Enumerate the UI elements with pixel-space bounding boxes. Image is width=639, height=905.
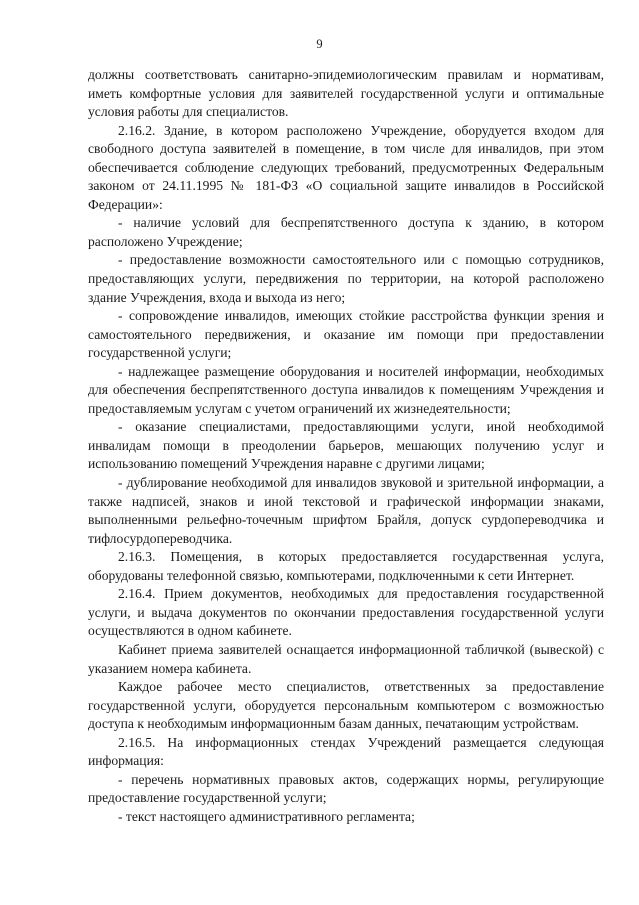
document-body (88, 66, 604, 826)
list-item-assistance: - оказание специалистами, предоставляющими услуги, иной необходимой инвалидам помощи в преодолении барьеров, мешающих получению услуг и использованию помещений Учреждения наравне с другими лицами; (88, 419, 604, 472)
list-item-escort: - сопровождение инвалидов, имеющих стойкие расстройства функции зрения и самостоятельного передвижения, и оказание им помощи при предоставлении государственной услуги; (88, 308, 604, 361)
paragraph-continuation: должны соответствовать санитарно-эпидемиологическим правилам и нормативам, иметь комфортные условия для заявителей государственной услуги и оптимальные условия работы для специалистов. (88, 67, 604, 120)
list-item-braille: - дублирование необходимой для инвалидов звуковой и зрительной информации, а также надписей, знаков и иной текстовой и графической информации знаками, выполненными рельефно-точечным шрифтом Брайля, допуск сурдопереводчика и тифлосурдопереводчика. (88, 475, 604, 546)
paragraph-2-16-3: 2.16.3. Помещения, в которых предоставляется государственная услуга, оборудованы телефонной связью, компьютерами, подключенными к сети Интернет. (88, 549, 604, 583)
list-item-access-conditions: - наличие условий для беспрепятственного доступа к зданию, в котором расположено Учреждение; (88, 215, 604, 249)
list-item-equipment-placement: - надлежащее размещение оборудования и носителей информации, необходимых для обеспечения беспрепятственного доступа инвалидов к помещениям Учреждения и предоставляемым услугам с учетом ограничений их жизнедеятельности; (88, 363, 604, 416)
page-number: 9 (316, 37, 323, 51)
list-item-movement: - предоставление возможности самостоятельного или с помощью сотрудников, предоставляющих услуги, передвижения по территории, на которой расположено здание Учреждения, входа и выхода из него; (88, 252, 604, 305)
paragraph-workplace: Каждое рабочее место специалистов, ответственных за предоставление государственной услуги, оборудуется персональным компьютером с возможностью доступа к необходимым информационным базам данных, печатающим устройствам. (88, 679, 604, 732)
paragraph-2-16-5: 2.16.5. На информационных стендах Учреждений размещается следующая информация: (88, 734, 604, 769)
list-item-legal-acts: - перечень нормативных правовых актов, содержащих нормы, регулирующие предоставление государственной услуги; (88, 771, 604, 806)
list-item-regulation-text: - текст настоящего административного регламента; (118, 808, 415, 824)
paragraph-cabinet-sign: Кабинет приема заявителей оснащается информационной табличкой (вывеской) с указанием номера кабинета. (88, 641, 604, 676)
paragraph-2-16-4: 2.16.4. Прием документов, необходимых для предоставления государственной услуги, и выдача документов по окончании предоставления государственной услуги осуществляются в одном кабинете. (88, 586, 604, 639)
paragraph-2-16-2: 2.16.2. Здание, в котором расположено Учреждение, оборудуется входом для свободного доступа заявителей в помещение, в том числе для инвалидов, при этом обеспечивается соблюдение следующих требований, предусмотренных Федеральным законом от 24.11.1995 № 181-ФЗ «О социальной защите инвалидов в Российской Федерации»: (88, 122, 604, 212)
